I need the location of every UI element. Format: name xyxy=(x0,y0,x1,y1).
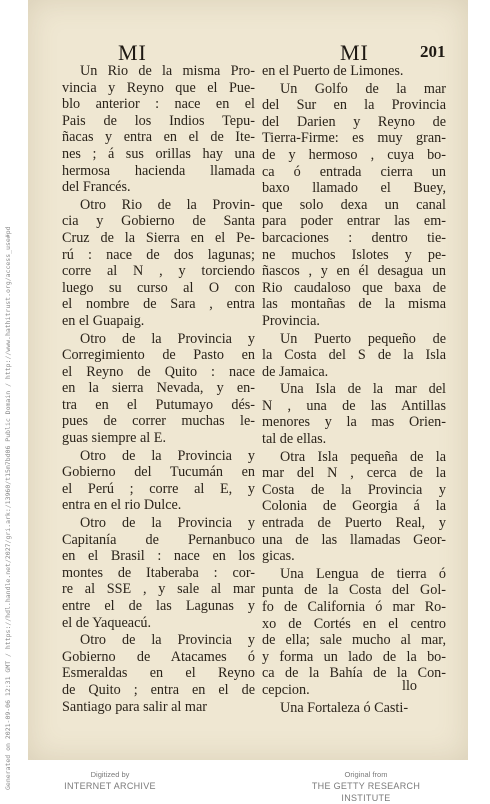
text-line: de y hermoso , cuya bo- xyxy=(262,146,446,163)
text-line: para poder entrar las em- xyxy=(262,213,446,230)
right-text-column xyxy=(262,63,446,717)
text-line: corre al N , y torciendo xyxy=(62,263,255,280)
text-line: de ella; sale mucho al mar, xyxy=(262,632,446,649)
paragraph xyxy=(62,331,255,447)
text-line: ñascos , y en él desagua un xyxy=(262,263,446,280)
text-line: Provincia. xyxy=(262,312,320,329)
text-line: nes ; á sus orillas hay una xyxy=(62,145,255,162)
text-line: en el Guapaig. xyxy=(62,312,145,329)
text-line: punta de la Costa del Gol- xyxy=(262,582,446,599)
paragraph xyxy=(62,63,255,196)
text-line: barcaciones : dentro tie- xyxy=(262,229,446,246)
page-number: 201 xyxy=(420,42,446,61)
paragraph xyxy=(262,381,446,447)
text-line: en el Puerto de Limones. xyxy=(262,63,404,79)
text-line: Cruz de la Sierra en el Pe- xyxy=(62,229,255,246)
text-line: Costa de la Provincia y xyxy=(262,481,446,498)
text-line: guas siempre al E. xyxy=(62,430,167,447)
text-line: de Jamaica. xyxy=(262,363,329,380)
footer-original-from xyxy=(286,770,446,804)
text-line: Una Isla de la mar del xyxy=(280,381,446,398)
footer-left-source: INTERNET ARCHIVE xyxy=(64,781,156,791)
text-line: Otro Rio de la Provin- xyxy=(80,196,255,213)
text-line: Gobierno de Atacames ó xyxy=(62,648,255,665)
text-line: del Darien y Reyno de xyxy=(262,113,446,130)
paragraph xyxy=(262,700,446,717)
text-line: mar del N , cerca de la xyxy=(262,465,446,482)
text-line: cepcion. xyxy=(262,681,310,698)
text-line: Un Rio de la misma Pro- xyxy=(80,63,255,79)
text-line: y forma un lado de la bo- xyxy=(262,648,446,665)
text-line: entra en el rio Dulce. xyxy=(62,497,182,514)
text-line: Capitanía de Pernanbuco xyxy=(62,531,255,548)
text-line: Una Lengua de tierra ó xyxy=(280,565,446,582)
text-line: ñacas y entra en el de Ite- xyxy=(62,129,255,146)
running-head-left: MI xyxy=(118,40,147,65)
text-line: en el Brasil : nace en los xyxy=(62,548,255,565)
text-line: de Quito ; entra en el de xyxy=(62,681,255,698)
paragraph xyxy=(262,449,446,565)
text-line: Otro de la Provincia y xyxy=(80,632,255,649)
text-line: Esmeraldas en el Reyno xyxy=(62,665,255,682)
paragraph xyxy=(62,448,255,514)
paragraph xyxy=(262,566,446,699)
text-line: Tierra-Firme: es muy gran- xyxy=(262,130,446,147)
text-line: Gobierno del Tucumán en xyxy=(62,464,255,481)
paragraph xyxy=(62,197,255,330)
text-line: ca de la Bahía de la Con- xyxy=(262,665,446,682)
catchword: llo xyxy=(402,678,417,694)
footer-right-source: THE GETTY RESEARCH INSTITUTE xyxy=(311,781,421,803)
text-line: el Reyno de Quito : nace xyxy=(62,363,255,380)
text-line: la Costa del S de la Isla xyxy=(262,347,446,364)
text-line: entrada de Puerto Real, y xyxy=(262,515,446,532)
text-line: Colonia de Georgia á la xyxy=(262,498,446,515)
text-line: N , una de las Antillas xyxy=(262,397,446,414)
text-line: menores y la mas Orien- xyxy=(262,414,446,431)
text-line: del Francés. xyxy=(62,179,131,196)
text-line: que solo dexa un canal xyxy=(262,196,446,213)
text-line: baxo llamado el Buey, xyxy=(262,180,446,197)
text-line: tal de ellas. xyxy=(262,431,327,448)
paragraph xyxy=(262,63,446,80)
paragraph xyxy=(62,632,255,715)
text-line: ne muchos Islotes y pe- xyxy=(262,246,446,263)
text-line: Otro de la Provincia y xyxy=(80,447,255,464)
text-line: Un Golfo de la mar xyxy=(280,80,446,97)
text-line: Corregimiento de Pasto en xyxy=(62,347,255,364)
text-line: tra en el Putumayo dés- xyxy=(62,396,255,413)
text-line: vincia y Reyno que el Pue- xyxy=(62,79,255,96)
left-text-column xyxy=(62,63,255,716)
text-line: entre el de las Lagunas y xyxy=(62,598,255,614)
footer-digitized-by xyxy=(30,770,190,792)
paragraph xyxy=(262,331,446,381)
text-line: Otro de la Provincia y xyxy=(80,515,255,532)
text-line: fo de California ó mar Ro- xyxy=(262,599,446,615)
text-line: pues de correr muchas le- xyxy=(62,413,255,430)
text-line: hermosa hacienda llamada xyxy=(62,162,255,179)
footer-right-caption: Original from xyxy=(344,770,388,779)
text-line: las montañas de la misma xyxy=(262,296,446,313)
footer-left-caption: Digitized by xyxy=(90,770,130,779)
text-line: gicas. xyxy=(262,548,295,565)
text-line: Rio caudaloso que baxa de xyxy=(262,279,446,296)
text-line: Una Fortaleza ó Casti- xyxy=(280,699,409,716)
text-line: el Perú ; corre al E, y xyxy=(62,480,255,497)
text-line: Un Puerto pequeño de xyxy=(280,330,446,347)
text-line: rú : nace de dos lagunas; xyxy=(62,246,255,263)
text-line: del Sur en la Provincia xyxy=(262,97,446,114)
text-line: cia y Gobierno de Santa xyxy=(62,213,255,230)
text-line: montes de Itaberaba : cor- xyxy=(62,564,255,581)
text-line: Santiago para salir al mar xyxy=(62,698,207,715)
text-line: Otro de la Provincia y xyxy=(80,330,255,347)
text-line: blo anterior : nace en el xyxy=(62,96,255,113)
generation-note xyxy=(4,226,26,790)
paragraph xyxy=(62,515,255,631)
generation-note-text: Generated on 2021-09-06 12:31 GMT / https://hdl.handle.net/2027/gri.ark:/13960/t15m7bd06 Public Domain / http://www.hathitrust.org/access_use#pd xyxy=(4,226,12,790)
text-line: Pais de los Indios Tepu- xyxy=(62,112,255,129)
text-line: luego su curso al O con xyxy=(62,279,255,296)
text-line: el de Yaqueacú. xyxy=(62,614,152,631)
text-line: Otra Isla pequeña de la xyxy=(280,448,446,465)
text-line: re al SSE , y sale al mar xyxy=(62,581,255,598)
text-line: xo de Cortés en el centro xyxy=(262,615,446,632)
text-line: ca ó entrada cierra un xyxy=(262,163,446,180)
text-line: una de las llamadas Geor- xyxy=(262,531,446,548)
paragraph xyxy=(262,81,446,330)
text-line: el nombre de Sara , entra xyxy=(62,296,255,313)
running-head-right: MI xyxy=(340,40,369,65)
text-line: en la sierra Nevada, y en- xyxy=(62,380,255,397)
